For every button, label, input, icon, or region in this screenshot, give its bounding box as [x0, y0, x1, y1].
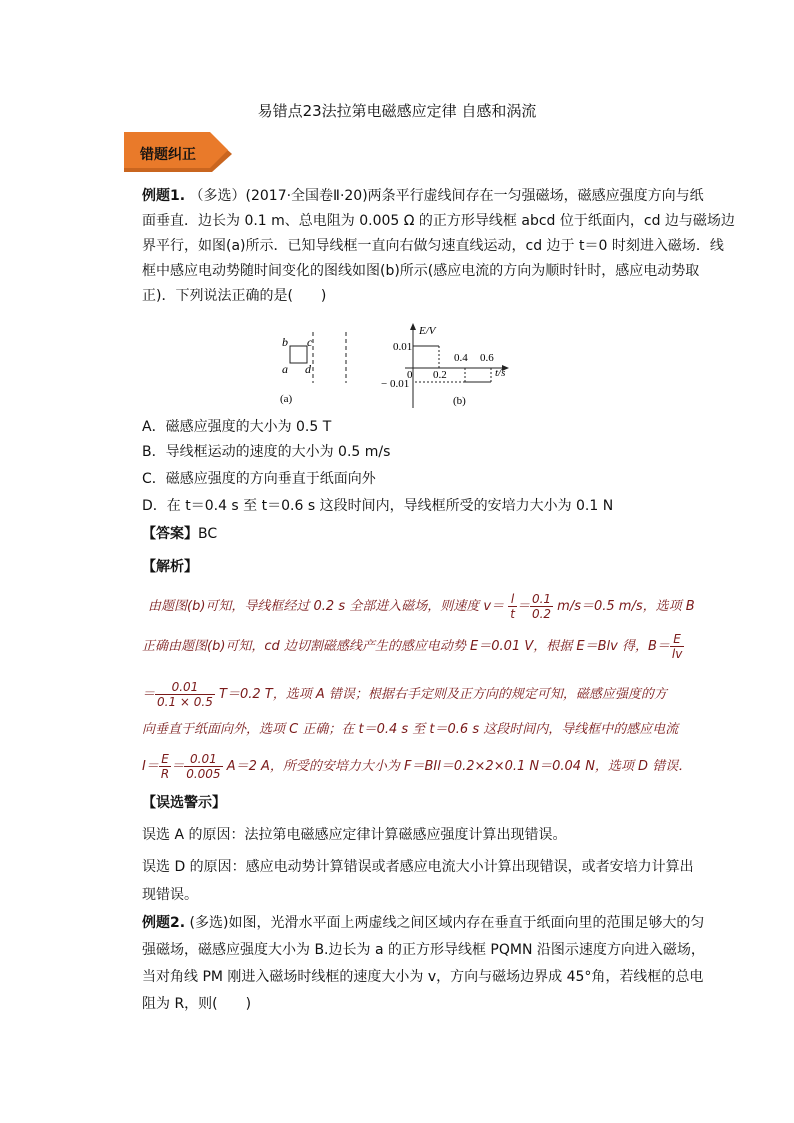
x-axis-label: t/s	[495, 367, 506, 379]
ex1-line2: 面垂直．边长为 0.1 m、总电阻为 0.005 Ω 的正方形导线框 abcd 位于纸面内，cd 边与磁场边	[142, 213, 735, 229]
answer-value: BC	[198, 526, 218, 542]
option-b: B．导线框运动的速度的大小为 0.5 m/s	[142, 444, 391, 460]
label-d: d	[305, 362, 311, 376]
analysis-label: 【解析】	[142, 559, 198, 575]
figure-a	[278, 328, 358, 408]
ex2-line2: 强磁场，磁感应强度大小为 B.边长为 a 的正方形导线框 PQMN 沿图示速度方向进入磁场，	[142, 942, 705, 958]
ex2-line4: 阻为 R，则( )	[142, 996, 252, 1012]
section-banner	[124, 132, 234, 172]
caption-b: (b)	[453, 395, 466, 407]
ex1-line4: 框中感应电动势随时间变化的图线如图(b)所示(感应电流的方向为顺时针时，感应电动势取	[142, 263, 700, 279]
label-a: a	[282, 362, 288, 376]
warn-label: 【误选警示】	[142, 795, 226, 811]
frac-E-R: $\frac{E}{R}$	[160, 752, 170, 781]
ex1-line5: 正)．下列说法正确的是( )	[142, 288, 327, 304]
ex2-line1: 例题2. (多选)如图，光滑水平面上两虚线之间区域内存在垂直于纸面向里的范围足够大的匀	[142, 915, 705, 931]
answer-row	[142, 523, 217, 543]
wire-frame	[290, 346, 307, 363]
frac-l-t: $\frac{l}{t}$	[510, 592, 515, 621]
frac-0.1-0.2: $\frac{0.1}{0.2}$	[531, 592, 552, 621]
analysis-line2: 正确由题图(b)可知，cd 边切割磁感线产生的感应电动势 E＝0.01 V，根据 E＝Blv 得，B＝ $\frac{E}{lv}$	[142, 632, 683, 661]
tick-y-neg: − 0.01	[381, 378, 410, 390]
frac-E-lv: $\frac{E}{lv}$	[671, 632, 683, 661]
figure-b-chart	[365, 320, 525, 410]
ex2-line3: 当对角线 PM 刚进入磁场时线框的速度大小为 v，方向与磁场边界成 45°角，若线框的总电	[142, 969, 704, 985]
frac-0.01-0.005: $\frac{0.01}{0.005}$	[186, 752, 221, 781]
y-axis-label: E/V	[419, 325, 436, 337]
tick-t3: 0.6	[480, 352, 494, 364]
warn-line3: 现错误。	[142, 887, 198, 903]
label-c: c	[307, 335, 313, 349]
ex1-label: 例题1.	[142, 188, 186, 204]
y-arrow	[410, 323, 416, 330]
analysis-line5: I＝ $\frac{E}{R}$ ＝ $\frac{0.01}{0.005}$ A＝2 A，所受的安培力大小为 F＝BIl＝0.2×2×0.1 N＝0.04 N，选项 D 错误．	[142, 752, 692, 781]
option-c: C．磁感应强度的方向垂直于纸面向外	[142, 471, 376, 487]
frac-0.01-product: $\frac{0.01}{0.1 \times 0.5}$	[157, 680, 213, 709]
tick-y-pos: 0.01	[393, 341, 413, 353]
tick-t1: 0.2	[433, 369, 447, 381]
caption-a: (a)	[280, 393, 293, 405]
label-b: b	[282, 335, 288, 349]
tick-t2: 0.4	[454, 352, 468, 364]
warn-line2: 误选 D 的原因：感应电动势计算错误或者感应电流大小计算出现错误，或者安培力计算出	[142, 859, 694, 875]
ex2-label: 例题2.	[142, 915, 186, 931]
analysis-line1: 由题图(b)可知，导线框经过 0.2 s 全部进入磁场，则速度 v＝ $\frac{l}{t}$ ＝ $\frac{0.1}{0.2}$ m/s＝0.5 m/s，选项 B	[148, 592, 695, 621]
answer-label: 【答案】	[142, 526, 198, 542]
option-a: A．磁感应强度的大小为 0.5 T	[142, 419, 332, 435]
analysis-line4: 向垂直于纸面向外，选项 C 正确；在 t＝0.4 s 至 t＝0.6 s 这段时间内，导线框中的感应电流	[142, 722, 679, 737]
option-d: D．在 t＝0.4 s 至 t＝0.6 s 这段时间内，导线框所受的安培力大小为 0.1 N	[142, 498, 614, 514]
page-title: 易错点23法拉第电磁感应定律 自感和涡流	[257, 102, 537, 120]
tick-origin: 0	[407, 369, 413, 381]
banner-label: 错题纠正	[140, 147, 196, 163]
warn-line1: 误选 A 的原因：法拉第电磁感应定律计算磁感应强度计算出现错误。	[142, 827, 567, 843]
ex1-line3: 界平行，如图(a)所示．已知导线框一直向右做匀速直线运动，cd 边于 t＝0 时刻进入磁场．线	[142, 238, 724, 254]
ex1-line1: 例题1. （多选）(2017·全国卷Ⅱ·20)两条平行虚线间存在一匀强磁场，磁感应强度方向与纸	[142, 188, 704, 204]
analysis-line3: ＝ $\frac{0.01}{0.1 \times 0.5}$ T＝0.2 T，选项 A 错误；根据右手定则及正方向的规定可知，磁感应强度的方	[142, 680, 667, 709]
